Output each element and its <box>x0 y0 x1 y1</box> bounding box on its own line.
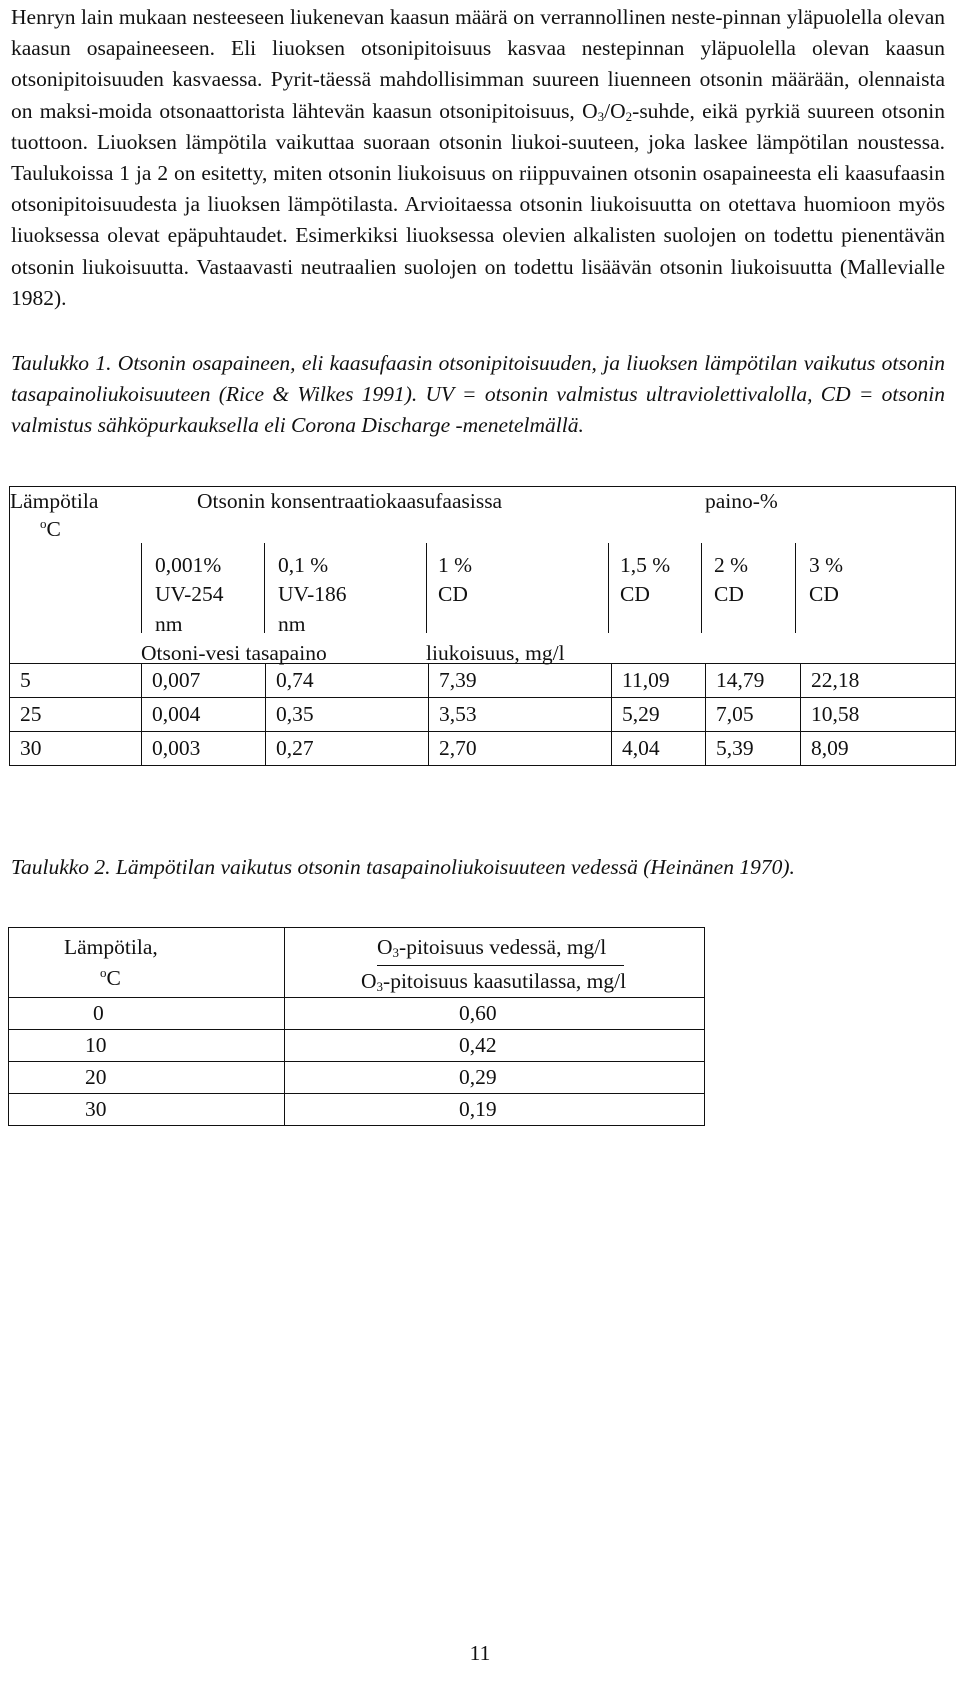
table2-cell: 0,60 <box>285 997 705 1029</box>
table2-temp-unit <box>64 966 121 990</box>
table1-cell: 2,70 <box>429 731 612 765</box>
table-row <box>10 697 956 731</box>
paragraph-text-slash-o: /O <box>604 98 626 123</box>
table1-cell: 0,74 <box>266 663 429 697</box>
table1-col-method: CD <box>438 581 468 606</box>
table1-header-row <box>10 486 956 663</box>
table-row <box>10 731 956 765</box>
subscript-3: 3 <box>392 944 400 960</box>
document-page <box>11 0 945 1126</box>
table2-ratio-numerator <box>377 932 624 966</box>
table2-cell: 0,19 <box>285 1093 705 1125</box>
table1-header-cell <box>10 486 956 663</box>
table1-cell: 25 <box>10 697 142 731</box>
table1-caption: Taulukko 1. Otsonin osapaineen, eli kaasufaasin otsonipitoisuuden, ja liuoksen lämpötilan vaikutus otsonin tasapainoliukoisuuteen (Rice & Wilkes 1991). UV = otsonin valmistus ultraviolettivalolla, CD = otsonin valmistus sähköpurkauksella eli Corona Discharge -menetelmällä. <box>11 351 945 438</box>
table1-cell: 0,007 <box>142 663 266 697</box>
table1-divider <box>795 543 796 633</box>
paragraph-text-part-1: Henryn lain mukaan nesteeseen liukenevan kaasun määrä on verrannollinen neste-pinnan yläpuolella olevan kaasun osapaineeseen. Eli liuoksen otsonipitoisuus kasvaa nestepinnan yläpuolella olevan kaasun otsonipitoisuuden kasvaessa. Pyrit-täessä mahdollisimman suureen liuenneen otsonin määrään, olennaista on maksi-moida otsonaattorista lähtevän kaasun otsonipitoisuus, O <box>11 5 945 123</box>
table1-col-pct: 0,001% <box>155 552 222 577</box>
table1-cell: 11,09 <box>612 663 706 697</box>
table1-col-pct: 1 % <box>438 552 473 577</box>
table2-cell: 20 <box>9 1061 285 1093</box>
denominator-text: -pitoisuus kaasutilassa, mg/l <box>383 968 627 993</box>
degree-unit: C <box>46 516 61 541</box>
table1-cell: 0,004 <box>142 697 266 731</box>
table2-cell: 30 <box>9 1093 285 1125</box>
table2-ratio-header <box>285 927 705 997</box>
subscript-3: 3 <box>376 978 384 994</box>
table1-col-pct: 2 % <box>714 552 749 577</box>
table2-caption: Taulukko 2. Lämpötilan vaikutus otsonin tasapainoliukoisuuteen vedessä (Heinänen 1970). <box>11 854 795 879</box>
body-paragraph <box>11 0 945 314</box>
table1-cell: 8,09 <box>801 731 956 765</box>
table1-cell: 5,39 <box>706 731 801 765</box>
table1-col-pct: 1,5 % <box>620 552 671 577</box>
table1-temp-unit <box>40 517 61 542</box>
table1-cell: 7,39 <box>429 663 612 697</box>
table2-temp-header <box>9 927 285 997</box>
degree-sup: o <box>40 515 47 531</box>
paragraph-text-part-2: -suhde, eikä pyrkiä suureen otsonin tuottoon. Liuoksen lämpötila vaikuttaa suoraan otsonin liukoi-suuteen, joka laskee lämpötilan noustessa. Taulukoissa 1 ja 2 on esitetty, miten otsonin liukoisuus on riippuvainen otsonin osapaineesta eli kaasufaasin otsonipitoisuudesta ja liuoksen lämpötilasta. Arvioitaessa otsonin liukoisuutta on otettava huomioon myös liuoksessa olevat epäpuhtaudet. Esimerkiksi liuoksessa olevien alkalisten suolojen on todettu pienentävän otsonin liukoisuutta. Vastaavasti neutraalien suolojen on todettu lisäävän otsonin liukoisuutta (Mallevialle 1982). <box>11 98 945 310</box>
table2-ratio-denominator <box>361 969 626 993</box>
table1-col-nm: nm <box>155 611 183 636</box>
table2-cell: 0,29 <box>285 1061 705 1093</box>
table-row <box>10 663 956 697</box>
table1-cell: 0,003 <box>142 731 266 765</box>
table-row <box>9 1029 705 1061</box>
table1-solubility-label: liukoisuus, mg/l <box>426 640 565 665</box>
table1-cell: 14,79 <box>706 663 801 697</box>
table1-col-method: CD <box>809 581 839 606</box>
table1-col-pct: 3 % <box>809 552 844 577</box>
table2-cell: 10 <box>9 1029 285 1061</box>
table1-col-pct: 0,1 % <box>278 552 329 577</box>
table1-col-method: UV-186 <box>278 581 347 606</box>
o-symbol: O <box>361 968 377 993</box>
table1-col-nm: nm <box>278 611 306 636</box>
table1-col-method: CD <box>714 581 744 606</box>
table2-temp-label: Lämpötila, <box>64 934 158 959</box>
table1-divider <box>264 543 265 633</box>
table1-col-method: UV-254 <box>155 581 224 606</box>
table1-cell: 3,53 <box>429 697 612 731</box>
degree-unit: C <box>106 965 121 990</box>
table1-divider <box>426 543 427 633</box>
table1-divider <box>608 543 609 633</box>
subscript-3: 3 <box>597 108 605 124</box>
table1-divider <box>701 543 702 633</box>
table-row <box>9 1093 705 1125</box>
table1-cell: 5 <box>10 663 142 697</box>
table1-cell: 4,04 <box>612 731 706 765</box>
degree-sup: o <box>100 964 107 980</box>
o-symbol: O <box>377 934 393 959</box>
table-row <box>9 1061 705 1093</box>
table-row <box>9 997 705 1029</box>
table1-divider <box>141 543 142 633</box>
table1-cell: 10,58 <box>801 697 956 731</box>
table1-conc-label: Otsonin konsentraatiokaasufaasissa <box>197 488 503 513</box>
table2-cell: 0 <box>9 997 285 1029</box>
subscript-2: 2 <box>625 108 633 124</box>
table1-cell: 0,35 <box>266 697 429 731</box>
table1-conc-unit: paino-% <box>705 488 778 513</box>
table1 <box>9 486 956 766</box>
table2 <box>8 927 705 1126</box>
table1-cell: 0,27 <box>266 731 429 765</box>
table2-header-row <box>9 927 705 997</box>
table1-equilibrium-label: Otsoni-vesi tasapaino <box>141 640 327 665</box>
table1-cell: 5,29 <box>612 697 706 731</box>
table1-cell: 22,18 <box>801 663 956 697</box>
page-number: 11 <box>469 1641 491 1665</box>
table1-cell: 30 <box>10 731 142 765</box>
table1-col-method: CD <box>620 581 650 606</box>
table2-cell: 0,42 <box>285 1029 705 1061</box>
table1-cell: 7,05 <box>706 697 801 731</box>
numerator-text: -pitoisuus vedessä, mg/l <box>399 934 607 959</box>
table1-temp-label: Lämpötila <box>10 488 99 513</box>
